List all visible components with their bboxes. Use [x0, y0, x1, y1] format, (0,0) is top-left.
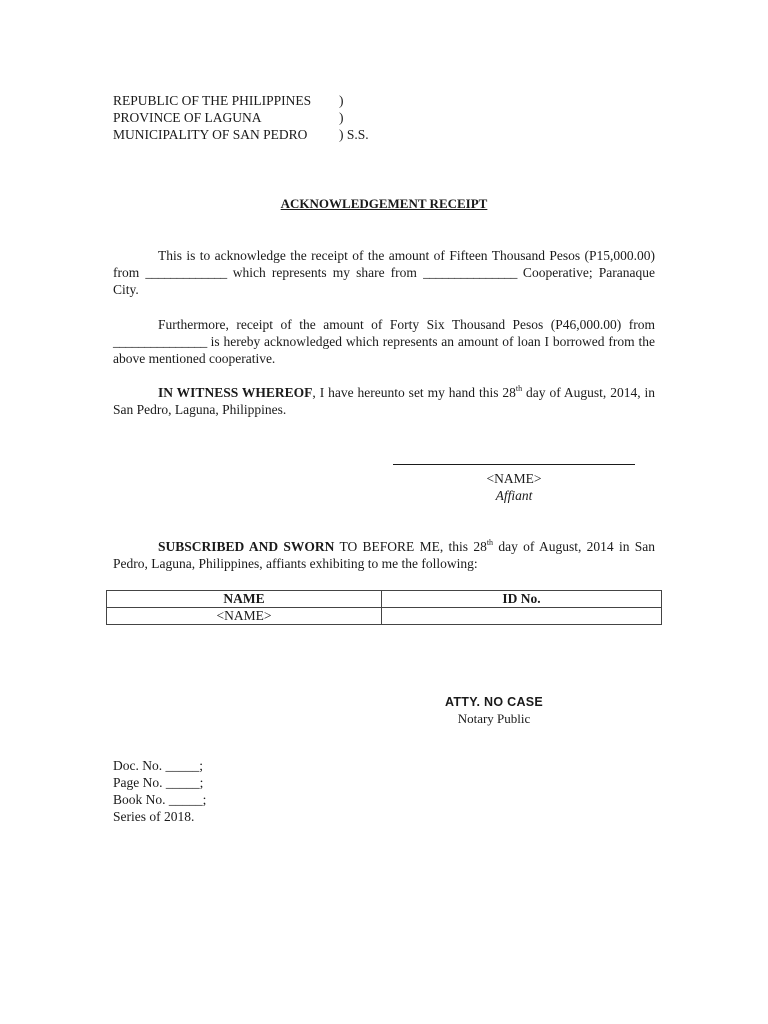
table-cell-name: <NAME>	[107, 608, 382, 625]
venue-line	[113, 109, 413, 126]
table-cell-id	[382, 608, 662, 625]
para3-text-a: , I have hereunto set my hand this 28	[312, 385, 516, 400]
venue-paren: )	[339, 110, 344, 125]
venue-text: MUNICIPALITY OF SAN PEDRO	[113, 127, 308, 142]
page-number-line: Page No. _____;	[113, 775, 204, 790]
para2-blank-source: _______________	[113, 334, 207, 349]
signature-line	[393, 452, 635, 465]
para2-text-a: Furthermore, receipt of the amount of Forty Six Thousand Pesos (P46,000.00) from	[158, 317, 655, 332]
para2-text-b: is hereby acknowledged which represents an amount of loan I borrowed from the above mentioned cooperative.	[113, 334, 655, 366]
paragraph-receipt	[113, 247, 655, 298]
venue-text: PROVINCE OF LAGUNA	[113, 110, 262, 125]
para1-blank-source: _____________	[145, 265, 227, 280]
paragraph-loan	[113, 316, 655, 367]
para1-text-c: Cooperative; Paranaque City.	[113, 265, 656, 297]
column-header-id: ID No.	[382, 591, 662, 608]
para4-text-a: TO BEFORE ME, this 28	[334, 539, 487, 554]
venue-block	[113, 92, 413, 143]
venue-paren: )	[339, 93, 344, 108]
ordinal-suffix: th	[515, 383, 523, 393]
paragraph-witness	[113, 384, 655, 418]
document-title: ACKNOWLEDGEMENT RECEIPT	[280, 196, 488, 211]
id-table	[106, 590, 662, 625]
document-numbers	[113, 757, 206, 825]
venue-paren: ) S.S.	[339, 127, 369, 142]
paragraph-subscribed	[113, 538, 655, 572]
para1-text-b: which represents my share from	[226, 265, 424, 280]
venue-line	[113, 92, 413, 109]
affiant-role: Affiant	[495, 488, 533, 503]
notary-role: Notary Public	[457, 711, 531, 726]
book-number-line: Book No. _____;	[113, 792, 207, 807]
notary-name: ATTY. NO CASE	[444, 695, 544, 709]
para1-text-a: This is to acknowledge the receipt of the amount of Fifteen Thousand Pesos (P15,000.00) from	[113, 248, 655, 280]
para3-text-b: day of August, 2014, in San Pedro, Laguna, Philippines.	[113, 385, 655, 417]
venue-line	[113, 126, 413, 143]
subscribed-heading: SUBSCRIBED AND SWORN	[158, 539, 335, 554]
ordinal-suffix: th	[486, 537, 494, 547]
series-line: Series of 2018.	[113, 809, 195, 824]
para4-text-b: day of August, 2014 in San Pedro, Laguna, Philippines, affiants exhibiting to me the following:	[113, 539, 656, 571]
para1-blank-share: _______________	[423, 265, 517, 280]
affiant-name: <NAME>	[486, 471, 542, 486]
table-row	[107, 608, 662, 625]
doc-number-line: Doc. No. _____;	[113, 758, 203, 773]
table-header-row	[107, 591, 662, 608]
witness-heading: IN WITNESS WHEREOF	[158, 385, 313, 400]
column-header-name: NAME	[107, 591, 382, 608]
venue-text: REPUBLIC OF THE PHILIPPINES	[113, 93, 312, 108]
